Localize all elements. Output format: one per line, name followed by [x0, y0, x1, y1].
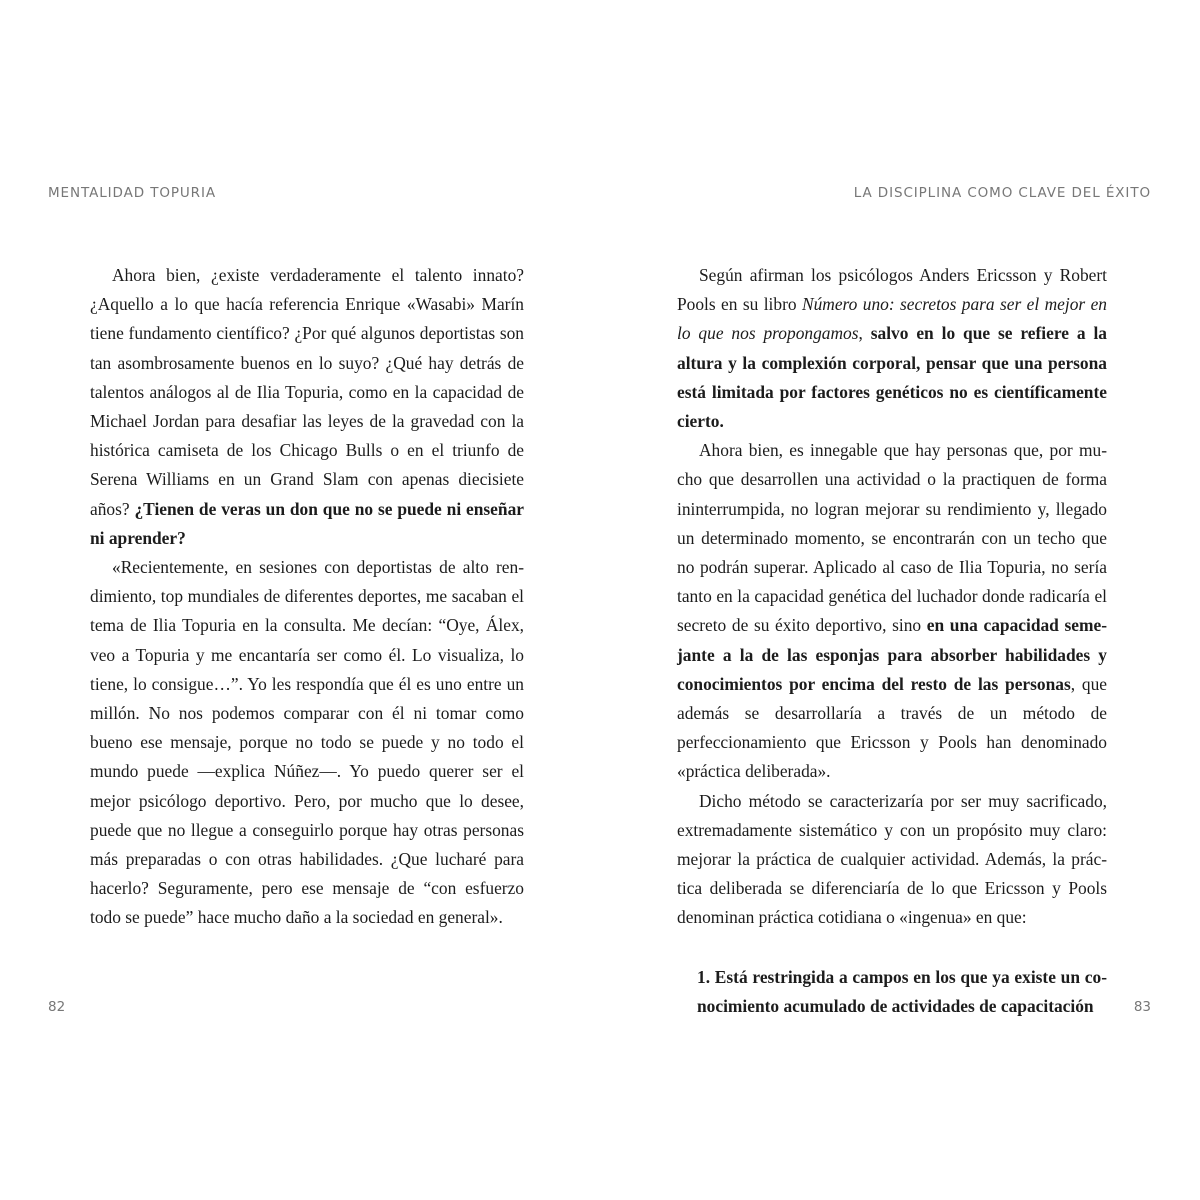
- right-text-block: [677, 261, 1107, 1021]
- left-paragraph-1: [90, 261, 524, 553]
- page-number-left: 82: [48, 999, 66, 1015]
- right-paragraph-2: [677, 436, 1107, 786]
- left-paragraph-1-bold: ¿Tienen de veras un don que no se puede ni enseñar ni aprender?: [90, 498, 524, 548]
- right-paragraph-3: Dicho método se caracterizaría por ser muy sacrificado, extremadamente sistemático y con un propósito muy claro: mejorar la práctica de cualquier actividad. Además, la práctica deliberada se diferenciaría de lo que Ericsson y Pools denominan práctica cotidiana o «ingenua» en que:: [677, 790, 1107, 928]
- book-title: Número uno: secretos para ser el mejor en lo que nos propongamos: [677, 294, 1107, 344]
- left-text-block: [90, 261, 524, 933]
- page-number-right: 83: [1133, 999, 1151, 1015]
- right-paragraph-1-bold: salvo en lo que se refiere a la altura y la complexión corporal, pensar que una persona está limitada por factores genéticos no es científicamente cierto.: [677, 323, 1107, 432]
- right-paragraph-2-lead: Ahora bien, es innegable que hay personas que, por mucho que desarrollen una actividad o la practiquen de forma ininterrumpida, no logran mejorar su rendimiento y, llegado un determinado momento, se encontrarán con un techo que no podrán superar. Aplicado al caso de Ilia Topuria, no sería tanto en la capacidad genética del luchador donde radicaría el secreto de su éxito deportivo, sino: [677, 440, 1107, 636]
- right-paragraph-2-tail: , que además se desarrollaría a través de un método de perfeccionamiento que Ericsson y Pools han denominado «práctica deliberada».: [677, 673, 1107, 782]
- left-paragraph-2: «Recientemente, en sesiones con deportistas de alto rendimiento, top mundiales de diferentes deportes, me sacaban el tema de Ilia Topuria en la consulta. Me decían: “Oye, Álex, veo a Topuria y me encantaría ser como él. Lo visualiza, lo tiene, lo consigue…”. Yo les respondía que él es uno entre un millón. No nos podemos comparar con él ni tomar como bueno ese mensaje, porque no todo se puede y no todo el mundo puede —explica Núñez—. Yo puedo querer ser el mejor psicólogo deportivo. Pero, por mucho que lo desee, puede que no llegue a conseguirlo porque hay otras personas más preparadas o con otras habilidades. ¿Que lucharé para hacerlo? Seguramente, pero ese mensaje de “con esfuerzo todo se puede” hace mucho daño a la sociedad en general».: [90, 557, 524, 928]
- right-paragraph-1-lead: Según afirman los psicólogos Anders Ericsson y Robert Pools en su libro: [677, 265, 1107, 315]
- right-page: [600, 0, 1200, 1200]
- running-head-left: MENTALIDAD TOPURIA: [48, 185, 216, 201]
- left-paragraph-1-text: Ahora bien, ¿existe verdaderamente el talento innato? ¿Aquello a lo que hacía referencia Enrique «Wasabi» Marín tiene fundamento científico? ¿Por qué algunos deportistas son tan asombrosamente buenos en lo suyo? ¿Qué hay detrás de talentos análogos al de Ilia Topuria, como en la capacidad de Michael Jordan para desafiar las leyes de la gravedad con la histórica camiseta de los Chicago Bulls o en el triunfo de Serena Williams en un Grand Slam con apenas diecisiete años?: [90, 265, 524, 519]
- list-item-1: 1. Está restringida a campos en los que ya existe un conocimiento acumulado de actividades de capacitación: [697, 966, 1107, 1016]
- right-paragraph-2-bold: en una capacidad semejante a la de las esponjas para absorber habilidades y conocimientos por encima del resto de las personas: [677, 615, 1107, 694]
- right-paragraph-1: [677, 261, 1107, 436]
- right-paragraph-1-comma: ,: [858, 323, 871, 344]
- running-head-right: LA DISCIPLINA COMO CLAVE DEL ÉXITO: [853, 185, 1151, 201]
